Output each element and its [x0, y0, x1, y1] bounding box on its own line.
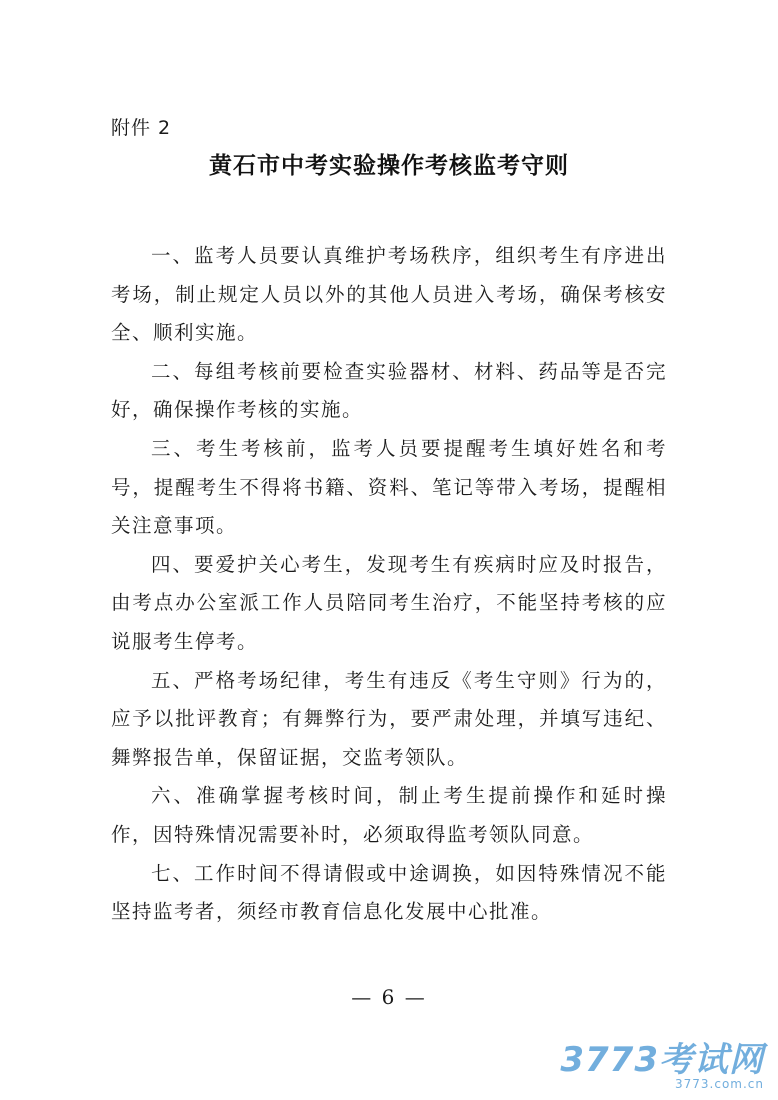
document-body — [111, 237, 667, 932]
paragraph-4: 四、要爱护关心考生，发现考生有疾病时应及时报告，由考点办公室派工作人员陪同考生治疗，不能坚持考核的应说服考生停考。 — [111, 552, 667, 653]
paragraph-7: 七、工作时间不得请假或中途调换，如因特殊情况不能坚持监考者，须经市教育信息化发展中心批准。 — [111, 861, 667, 924]
watermark-logo — [560, 1032, 764, 1091]
attachment-label: 附件 2 — [111, 117, 172, 139]
paragraph-6: 六、准确掌握考核时间，制止考生提前操作和延时操作，因特殊情况需要补时，必须取得监考领队同意。 — [111, 784, 667, 846]
paragraph-1: 一、监考人员要认真维护考场秩序，组织考生有序进出考场，制止规定人员以外的其他人员进入考场，确保考核安全、顺利实施。 — [111, 244, 667, 345]
paragraph-5: 五、严格考场纪律，考生有违反《考生守则》行为的，应予以批评教育；有舞弊行为，要严肃处理，并填写违纪、舞弊报告单，保留证据，交监考领队。 — [111, 668, 667, 769]
paragraph-3: 三、考生考核前，监考人员要提醒考生填好姓名和考号，提醒考生不得将书籍、资料、笔记等带入考场，提醒相关注意事项。 — [111, 436, 667, 538]
watermark-main-text: 3773考试网 — [560, 1040, 764, 1080]
document-title: 黄石市中考实验操作考核监考守则 — [209, 153, 569, 179]
page-number: — 6 — — [351, 985, 427, 1009]
paragraph-2: 二、每组考核前要检查实验器材、材料、药品等是否完好，确保操作考核的实施。 — [111, 359, 667, 422]
watermark-sub-text: 3773.com.cn — [675, 1077, 764, 1091]
